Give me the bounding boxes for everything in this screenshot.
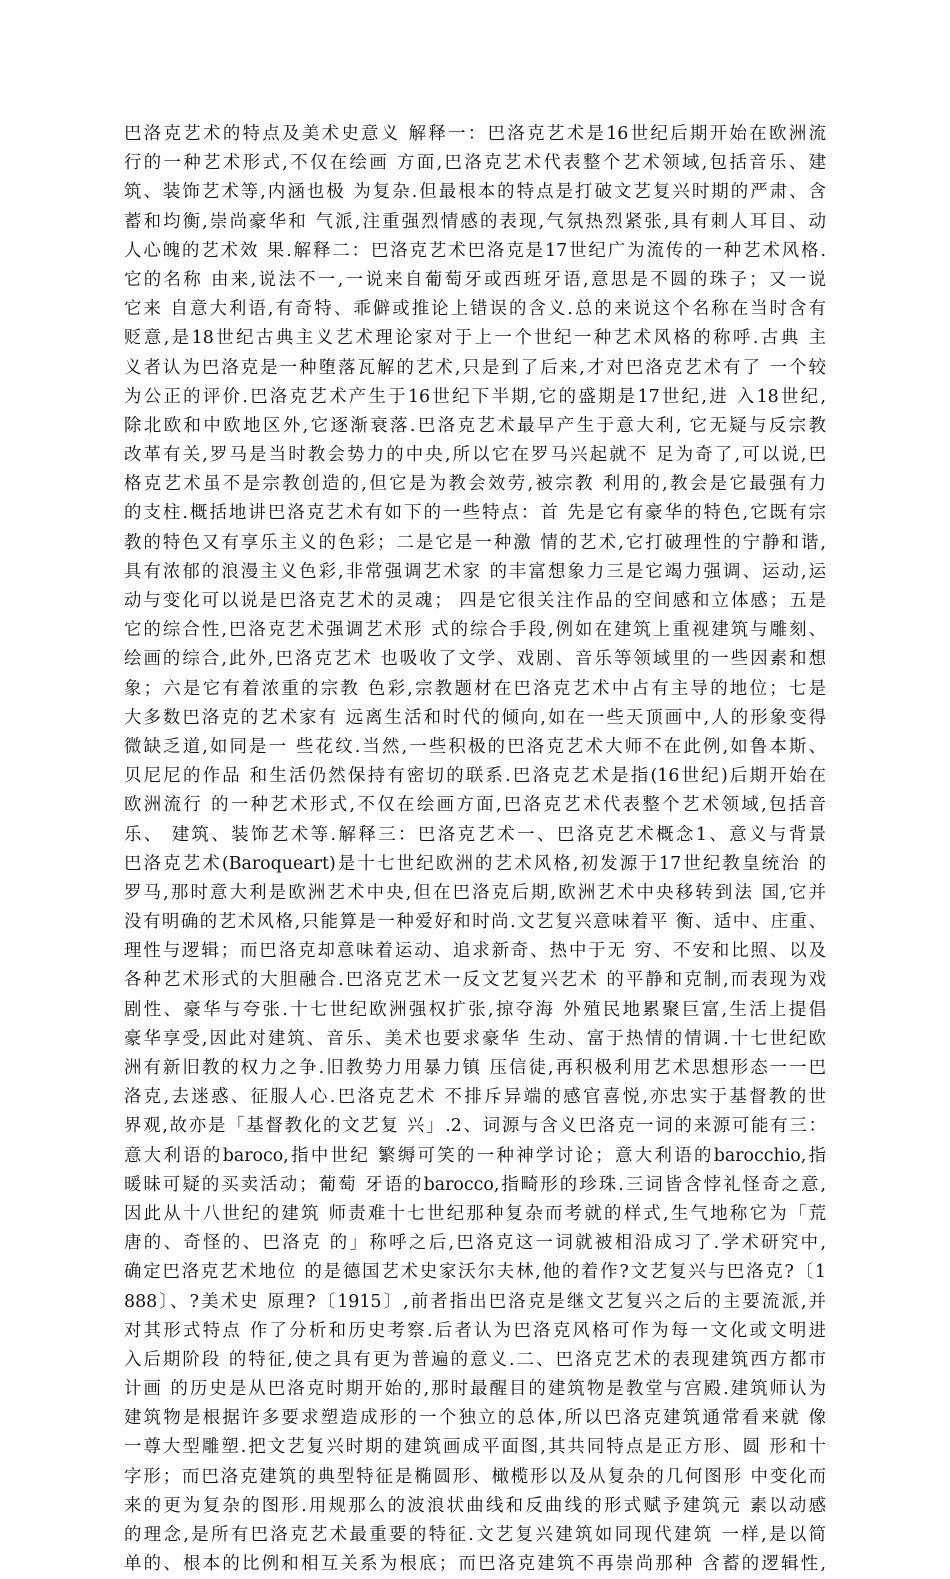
text-line: 义者认为巴洛克是一种堕落瓦解的艺术,只是到了后来,才对巴洛克艺术有了 一个较 <box>124 357 826 378</box>
text-line: 建筑物是根据许多要求塑造成形的一个独立的总体,所以巴洛克建筑通常看来就 像 <box>124 1408 826 1429</box>
text-line: 理性与逻辑；而巴洛克却意味着运动、追求新奇、热中于无 穷、不安和比照、以及 <box>124 941 826 962</box>
text-line: 罗马,那时意大利是欧洲艺术中央,但在巴洛克后期,欧洲艺术中央移转到法 国,它并 <box>124 882 826 903</box>
text-line: 贝尼尼的作品 和生活仍然保持有密切的联系.巴洛克艺术是指(16世纪)后期开始在 <box>124 766 826 787</box>
document-body-text <box>124 120 826 1579</box>
text-line: 暖昧可疑的买卖活动；葡萄 牙语的barocco,指畸形的珍珠.三词皆含悖礼怪奇之意, <box>124 1174 826 1195</box>
text-line: 字形；而巴洛克建筑的典型特征是椭圆形、橄榄形以及从复杂的几何图形 中变化而 <box>124 1466 826 1487</box>
text-line: 行的一种艺术形式,不仅在绘画 方面,巴洛克艺术代表整个艺术领域,包括音乐、建 <box>124 153 826 174</box>
text-line: 因此从十八世纪的建筑 师责难十七世纪那种复杂而考就的样式,生气地称它为「荒 <box>124 1203 826 1224</box>
text-line: 改革有关,罗马是当时教会势力的中央,所以它在罗马兴起就不 足为奇了,可以说,巴 <box>124 445 826 466</box>
text-line: 888〕、?美术史 原理?〔1915〕,前者指出巴洛克是继文艺复兴之后的主要流派,并 <box>124 1291 826 1312</box>
text-line: 来的更为复杂的图形.用规那么的波浪状曲线和反曲线的形式赋予建筑元 素以动感 <box>124 1495 826 1516</box>
text-line: 单的、根本的比例和相互关系为根底；而巴洛克建筑不再崇尚那种 含蓄的逻辑性, <box>124 1554 826 1575</box>
text-line: 教的特色又有享乐主义的色彩；二是它是一种激 情的艺术,它打破理性的宁静和谐, <box>124 532 826 553</box>
text-line: 象；六是它有着浓重的宗教 色彩,宗教题材在巴洛克艺术中占有主导的地位；七是 <box>124 678 826 699</box>
text-line: 洲有新旧教的权力之争.旧教势力用暴力镇 压信徒,再积极利用艺术思想形态一一巴 <box>124 1058 826 1078</box>
text-line: 唐的、奇怪的、巴洛克 的」称呼之后,巴洛克这一词就被相沿成习了.学术研究中, <box>124 1233 826 1254</box>
text-line: 它的名称 由来,说法不一,一说来自葡萄牙或西班牙语,意思是不圆的珠子；又一说 <box>124 269 826 290</box>
text-line: 计画 的历史是从巴洛克时期开始的,那时最醒目的建筑物是教堂与宫殿.建筑师认为 <box>124 1379 826 1400</box>
text-line: 的支柱.概括地讲巴洛克艺术有如下的一些特点：首 先是它有豪华的特色,它既有宗 <box>124 503 826 524</box>
text-line: 界观,故亦是「基督教化的文艺复 兴」.2、词源与含义巴洛克一词的来源可能有三： <box>124 1116 826 1137</box>
text-line: 欧洲流行 的一种艺术形式,不仅在绘画方面,巴洛克艺术代表整个艺术领域,包括音 <box>124 795 826 816</box>
text-line: 意大利语的baroco,指中世纪 繁缛可笑的一种神学讨论；意大利语的barocchio,指 <box>124 1145 826 1166</box>
text-line: 绘画的综合,此外,巴洛克艺术 也吸收了文学、戏剧、音乐等领域里的一些因素和想 <box>124 649 826 670</box>
text-line: 洛克,去迷惑、征服人心.巴洛克艺术 不排斥异端的感官喜悦,亦忠实于基督教的世 <box>124 1087 826 1108</box>
text-line: 除北欧和中欧地区外,它逐渐衰落.巴洛克艺术最早产生于意大利, 它无疑与反宗教 <box>124 415 826 436</box>
text-line: 格克艺术虽不是宗教创造的,但它是为教会效劳,被宗教 利用的,教会是它最强有力 <box>124 474 826 495</box>
text-line: 巴洛克艺术的特点及美术史意义 解释一：巴洛克艺术是16世纪后期开始在欧洲流 <box>124 124 826 144</box>
text-line: 具有浓郁的浪漫主义色彩,非常强调艺术家 的丰富想象力三是它竭力强调、运动,运 <box>124 561 826 582</box>
text-line: 各种艺术形式的大胆融合.巴洛克艺术一反文艺复兴艺术 的平静和克制,而表现为戏 <box>124 970 826 991</box>
text-line: 的理念,是所有巴洛克艺术最重要的特征.文艺复兴建筑如同现代建筑 一样,是以简 <box>124 1525 826 1545</box>
text-line: 它来 自意大利语,有奇特、乖僻或推论上错误的含义.总的来说这个名称在当时含有 <box>124 299 826 320</box>
text-line: 蓄和均衡,崇尚豪华和 气派,注重强烈情感的表现,气氛热烈紧张,具有刺人耳目、动 <box>124 211 826 232</box>
text-line: 大多数巴洛克的艺术家有 远离生活和时代的倾向,如在一些天顶画中,人的形象变得 <box>124 707 826 728</box>
text-line: 豪华享受,因此对建筑、音乐、美术也要求豪华 生动、富于热情的情调.十七世纪欧 <box>124 1028 826 1049</box>
text-line: 贬意,是18世纪古典主义艺术理论家对于上一个世纪一种艺术风格的称呼.古典 主 <box>124 328 826 349</box>
text-line: 没有明确的艺术风格,只能算是一种爱好和时尚.文艺复兴意味着平 衡、适中、庄重、 <box>124 912 826 933</box>
text-line: 动与变化可以说是巴洛克艺术的灵魂； 四是它很关注作品的空间感和立体感；五是 <box>124 591 826 611</box>
text-line: 入后期阶段 的特征,使之具有更为普遍的意义.二、巴洛克艺术的表现建筑西方都市 <box>124 1349 826 1370</box>
text-line: 剧性、豪华与夸张.十七世纪欧洲强权扩张,掠夺海 外殖民地累聚巨富,生活上提倡 <box>124 999 826 1020</box>
text-line: 对其形式特点 作了分析和历史考察.后者认为巴洛克风格可作为每一文化或文明进 <box>124 1320 826 1341</box>
text-line: 筑、装饰艺术等,内涵也极 为复杂.但最根本的特点是打破文艺复兴时期的严肃、含 <box>124 182 826 203</box>
text-line: 乐、 建筑、装饰艺术等.解释三：巴洛克艺术一、巴洛克艺术概念1、意义与背景 <box>124 824 826 845</box>
text-line: 人心魄的艺术效 果.解释二：巴洛克艺术巴洛克是17世纪广为流传的一种艺术风格. <box>124 240 826 261</box>
text-line: 它的综合性,巴洛克艺术强调艺术形 式的综合手段,例如在建筑上重视建筑与雕刻、 <box>124 620 826 641</box>
text-line: 巴洛克艺术(Baroqueart)是十七世纪欧洲的艺术风格,初发源于17世纪教皇统治 的 <box>124 853 826 874</box>
text-line: 一尊大型雕塑.把文艺复兴时期的建筑画成平面图,其共同特点是正方形、圆 形和十 <box>124 1437 826 1458</box>
text-line: 为公正的评价.巴洛克艺术产生于16世纪下半期,它的盛期是17世纪,进 入18世纪, <box>124 386 826 407</box>
text-line: 确定巴洛克艺术地位 的是德国艺术史家沃尔夫林,他的着作?文艺复兴与巴洛克?〔1 <box>124 1262 826 1283</box>
text-line: 微缺乏道,如同是一 些花纹.当然,一些积极的巴洛克艺术大师不在此例,如鲁本斯、 <box>124 736 826 757</box>
